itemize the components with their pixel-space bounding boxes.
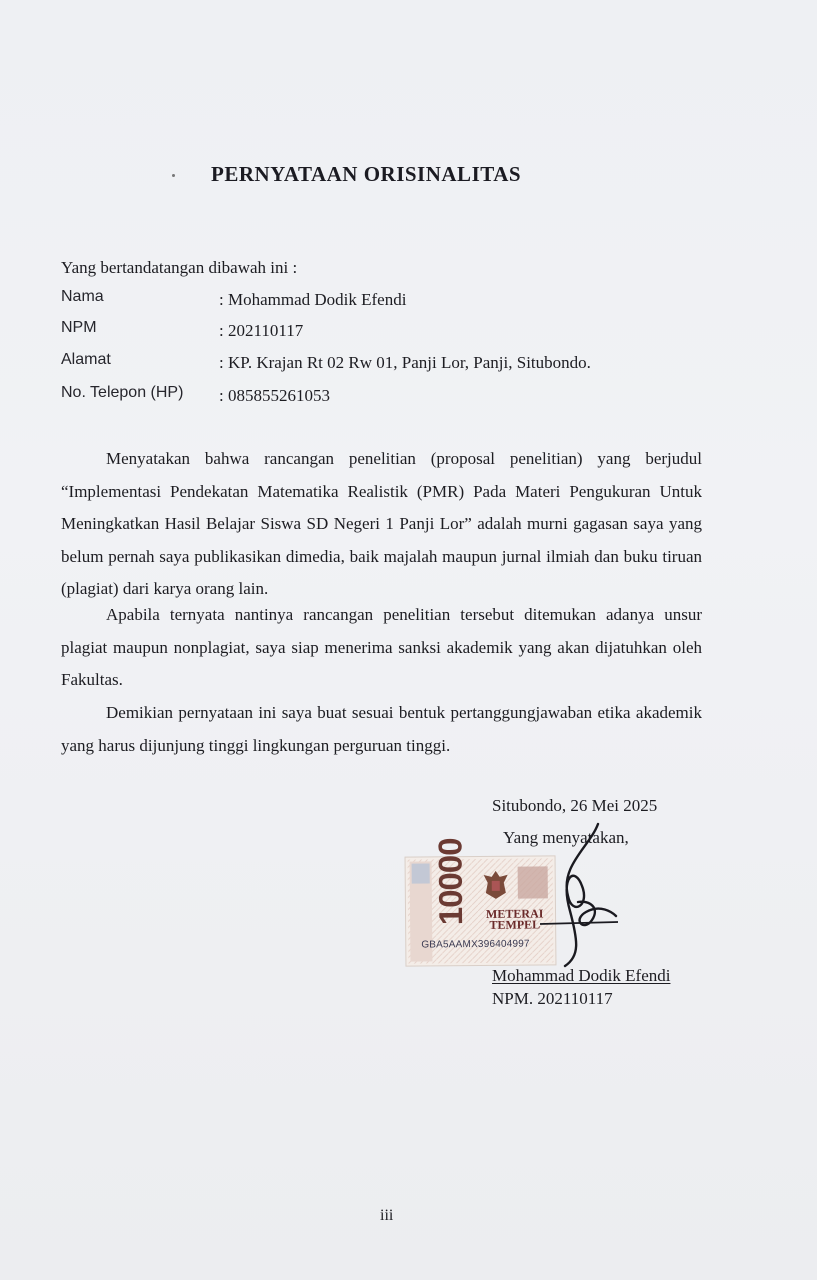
stray-mark	[172, 174, 175, 177]
place-date: Situbondo, 26 Mei 2025	[492, 796, 658, 815]
closing-phrase: Yang menyatakan,	[503, 828, 629, 847]
info-value: : 202110117	[219, 321, 304, 340]
info-value: : KP. Krajan Rt 02 Rw 01, Panji Lor, Panji, Situbondo.	[219, 353, 591, 372]
signer-name: Mohammad Dodik Efendi	[492, 966, 671, 985]
info-value: : Mohammad Dodik Efendi	[219, 290, 407, 309]
stamp-label-line2: TEMPEL	[489, 917, 541, 932]
info-value: : 085855261053	[219, 386, 330, 405]
paragraph-statement: Menyatakan bahwa rancangan penelitian (proposal penelitian) yang berjudul “Implementasi Pendekatan Matematika Realistik (PMR) Pada Materi Pengukuran Untuk Meningkatkan Hasil Belajar Siswa SD Negeri 1 Panji Lor” adalah murni gagasan saya yang belum pernah saya publikasikan dimedia, baik majalah maupun jurnal ilmiah dan buku tiruan (plagiat) dari karya orang lain.	[61, 449, 702, 598]
paragraph-sanction: Apabila ternyata nantinya rancangan penelitian tersebut ditemukan adanya unsur plagiat maupun nonplagiat, saya siap menerima sanksi akademik yang akan dijatuhkan oleh Fakultas.	[61, 605, 702, 689]
info-label: NPM	[61, 319, 97, 336]
stamp-value: 10000	[431, 838, 470, 926]
info-label: Nama	[61, 288, 104, 305]
stamp-label-line1: METERAI	[485, 906, 544, 921]
intro-line: Yang bertandatangan dibawah ini :	[61, 258, 298, 277]
handwritten-signature	[520, 816, 640, 976]
document-title: PERNYATAAN ORISINALITAS	[211, 162, 522, 186]
info-label: No. Telepon (HP)	[61, 384, 184, 401]
stamp-code: GBA5AAMX396404997	[421, 938, 530, 951]
signer-npm: NPM. 202110117	[492, 989, 613, 1008]
info-label: Alamat	[61, 351, 111, 368]
paragraph-closing: Demikian pernyataan ini saya buat sesuai bentuk pertanggungjawaban etika akademik yang harus dijunjung tinggi lingkungan perguruan tinggi.	[61, 703, 702, 755]
page-number: iii	[380, 1207, 394, 1224]
